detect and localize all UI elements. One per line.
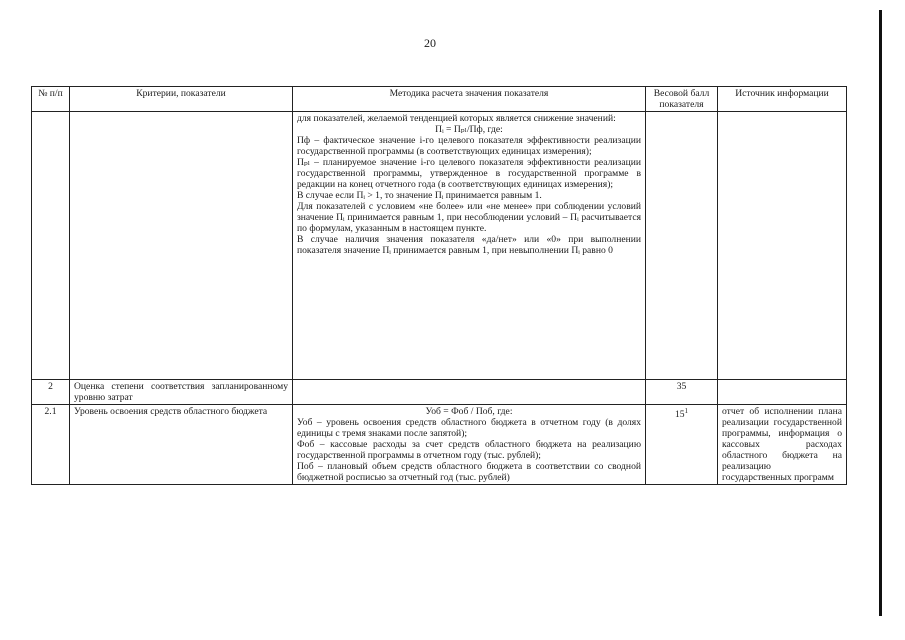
formula-line: Пᵢ = Пₚₗ/Пф, где: (435, 124, 503, 135)
cell-method (293, 405, 646, 485)
page-number: 20 (424, 36, 436, 50)
header-criteria: Критерии, показатели (70, 87, 293, 112)
method-line: для показателей, желаемой тенденцией которых является снижение значений: (297, 113, 616, 124)
cell-weight (646, 112, 718, 380)
cell-method (293, 112, 646, 380)
header-source: Источник информации (718, 87, 847, 112)
method-line: Пф – фактическое значение i-го целевого показателя эффективности реализации государственной программы (в соответствующих единицах измерения); (297, 135, 641, 157)
header-num: № п/п (32, 87, 70, 112)
cell-source (718, 112, 847, 380)
cell-num: 2.1 (32, 405, 70, 485)
footnote-marker: 1 (684, 407, 689, 415)
table-row-2 (32, 380, 847, 405)
formula-line: Уоб = Фоб / Поб, где: (425, 406, 513, 417)
cell-method (293, 380, 646, 405)
method-line: Для показателей с условием «не более» или «не менее» при соблюдении условий значение Пᵢ принимается равным 1, при несоблюдении условий – Пᵢ расчитывается по формулам, указанным в настоящем пункте. (297, 201, 641, 234)
cell-source (718, 380, 847, 405)
cell-criteria: Оценка степени соответствия запланированному уровню затрат (70, 380, 293, 405)
method-line: В случае наличия значения показателя «да/нет» или «0» при выполнении показателя значение Пᵢ принимается равным 1, при невыполнении Пᵢ равно 0 (297, 234, 641, 256)
method-line: В случае если Пᵢ > 1, то значение Пᵢ принимается равным 1. (297, 190, 542, 201)
criteria-table (31, 86, 847, 485)
cell-criteria (70, 112, 293, 380)
cell-num (32, 112, 70, 380)
header-weight: Весовой балл показателя (646, 87, 718, 112)
cell-num: 2 (32, 380, 70, 405)
cell-weight (646, 405, 718, 485)
table-row-2-1 (32, 405, 847, 485)
scan-edge-line (879, 10, 882, 616)
table-header-row (32, 87, 847, 112)
table-row-continuation (32, 112, 847, 380)
method-line: Пₚₗ – планируемое значение i-го целевого показателя эффективности реализации государственной программы, утвержденное в государственной программе в редакции на конец отчетного года (в соответствующих единицах измерения); (297, 157, 641, 190)
cell-weight: 35 (646, 380, 718, 405)
cell-criteria: Уровень освоения средств областного бюджета (70, 405, 293, 485)
cell-source: отчет об исполнении плана реализации государственной программы, информация о кассовых расходах областного бюджета на реализацию государственных программ (718, 405, 847, 485)
method-line: Поб – плановый объем средств областного бюджета в соответствии со сводной бюджетной росписью за отчетный год (тыс. рублей) (297, 461, 641, 483)
weight-value: 15 (674, 409, 685, 421)
method-line: Уоб – уровень освоения средств областного бюджета в отчетном году (в долях единицы с тремя знаками после запятой); (297, 417, 641, 439)
method-line: Фоб – кассовые расходы за счет средств областного бюджета на реализацию государственной программы в отчетном году (тыс. рублей); (297, 439, 641, 461)
header-method: Методика расчета значения показателя (293, 87, 646, 112)
